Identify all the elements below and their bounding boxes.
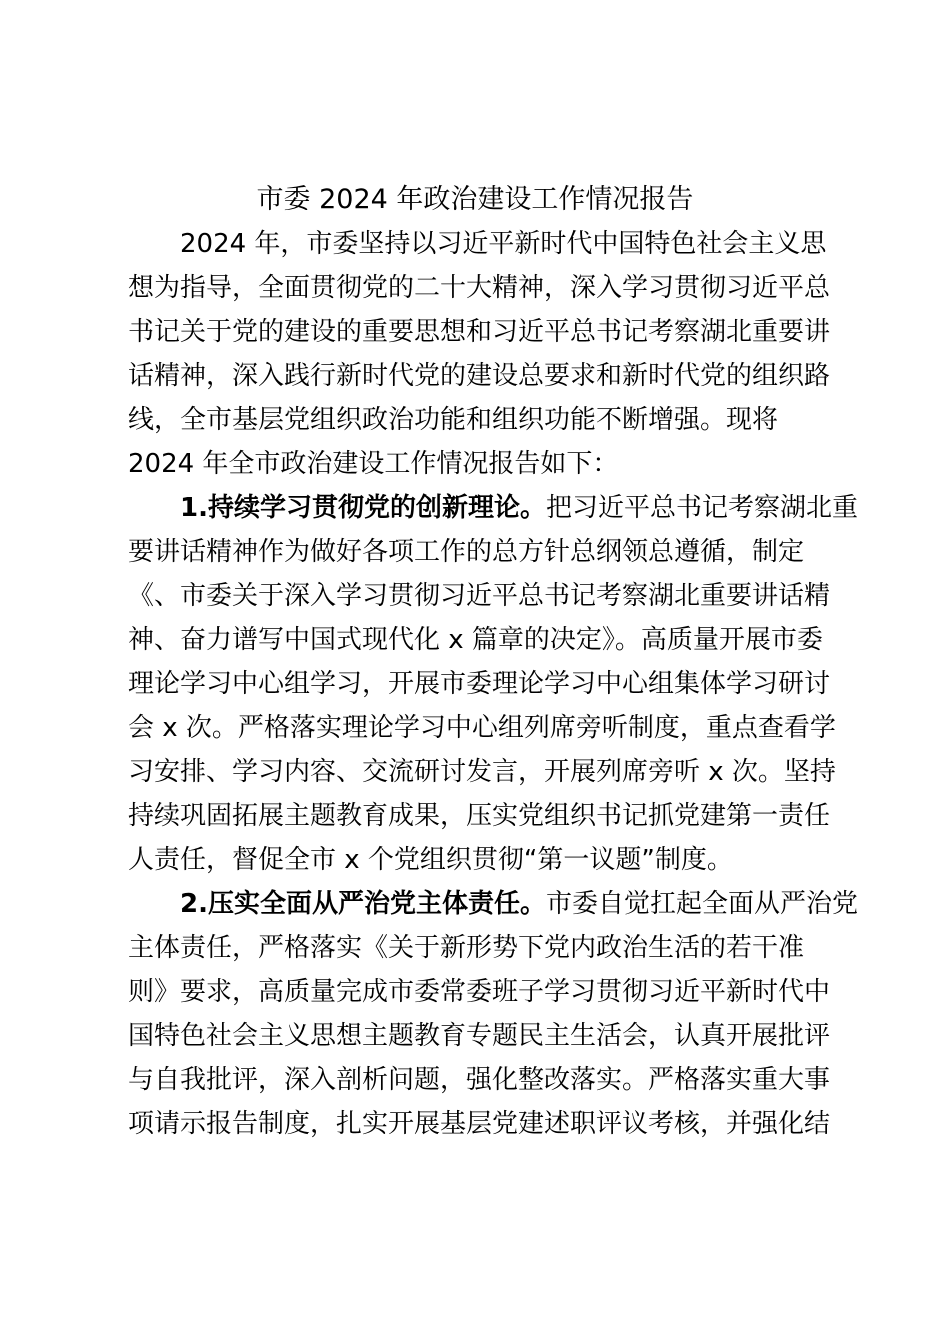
text-line: 《、市委关于深入学习贯彻习近平总书记考察湖北重要讲话精 <box>128 581 831 611</box>
section-2-first-line: 市委自觉扛起全面从严治党 <box>545 889 858 919</box>
section-1-paragraph <box>128 486 858 882</box>
text-line: 习安排、学习内容、交流研讨发言，开展列席旁听 x 次。坚持 <box>128 757 836 787</box>
text-line: 人责任，督促全市 x 个党组织贯彻“第一议题”制度。 <box>128 845 733 875</box>
section-1-first-line: 把习近平总书记考察湖北重 <box>545 493 858 523</box>
text-line: 国特色社会主义思想主题教育专题民主生活会，认真开展批评 <box>128 1021 831 1051</box>
text-line: 则》要求，高质量完成市委常委班子学习贯彻习近平新时代中 <box>128 977 831 1007</box>
text-line: 线，全市基层党组织政治功能和组织功能不断增强。现将 <box>128 405 779 435</box>
text-line: 主体责任，严格落实《关于新形势下党内政治生活的若干准 <box>128 933 805 963</box>
text-line: 想为指导，全面贯彻党的二十大精神，深入学习贯彻习近平总 <box>128 273 831 303</box>
text-line: 要讲话精神作为做好各项工作的总方针总纲领总遵循，制定 <box>128 537 805 567</box>
text-line: 神、奋力谱写中国式现代化 x 篇章的决定》。高质量开展市委 <box>128 625 823 655</box>
text-line <box>128 486 858 530</box>
section-2-heading: 2.压实全面从严治党主体责任。 <box>180 889 546 919</box>
text-line: 话精神，深入践行新时代党的建设总要求和新时代党的组织路 <box>128 361 831 391</box>
text-line: 持续巩固拓展主题教育成果，压实党组织书记抓党建第一责任 <box>128 801 831 831</box>
section-2-paragraph <box>128 882 858 1146</box>
text-line: 书记关于党的建设的重要思想和习近平总书记考察湖北重要讲 <box>128 317 831 347</box>
document-title: 市委 2024 年政治建设工作情况报告 <box>256 184 694 215</box>
document-body <box>128 222 858 1146</box>
section-1-heading: 1.持续学习贯彻党的创新理论。 <box>180 493 546 523</box>
text-line: 会 x 次。严格落实理论学习中心组列席旁听制度，重点查看学 <box>128 713 836 743</box>
text-line <box>128 882 858 926</box>
text-line: 理论学习中心组学习，开展市委理论学习中心组集体学习研讨 <box>128 669 831 699</box>
text-line: 项请示报告制度，扎实开展基层党建述职评议考核，并强化结 <box>128 1109 831 1139</box>
text-line: 与自我批评，深入剖析问题，强化整改落实。严格落实重大事 <box>128 1065 831 1095</box>
text-line: 2024 年，市委坚持以习近平新时代中国特色社会主义思 <box>180 229 827 259</box>
text-line: 2024 年全市政治建设工作情况报告如下： <box>128 449 619 479</box>
intro-paragraph <box>128 222 831 486</box>
